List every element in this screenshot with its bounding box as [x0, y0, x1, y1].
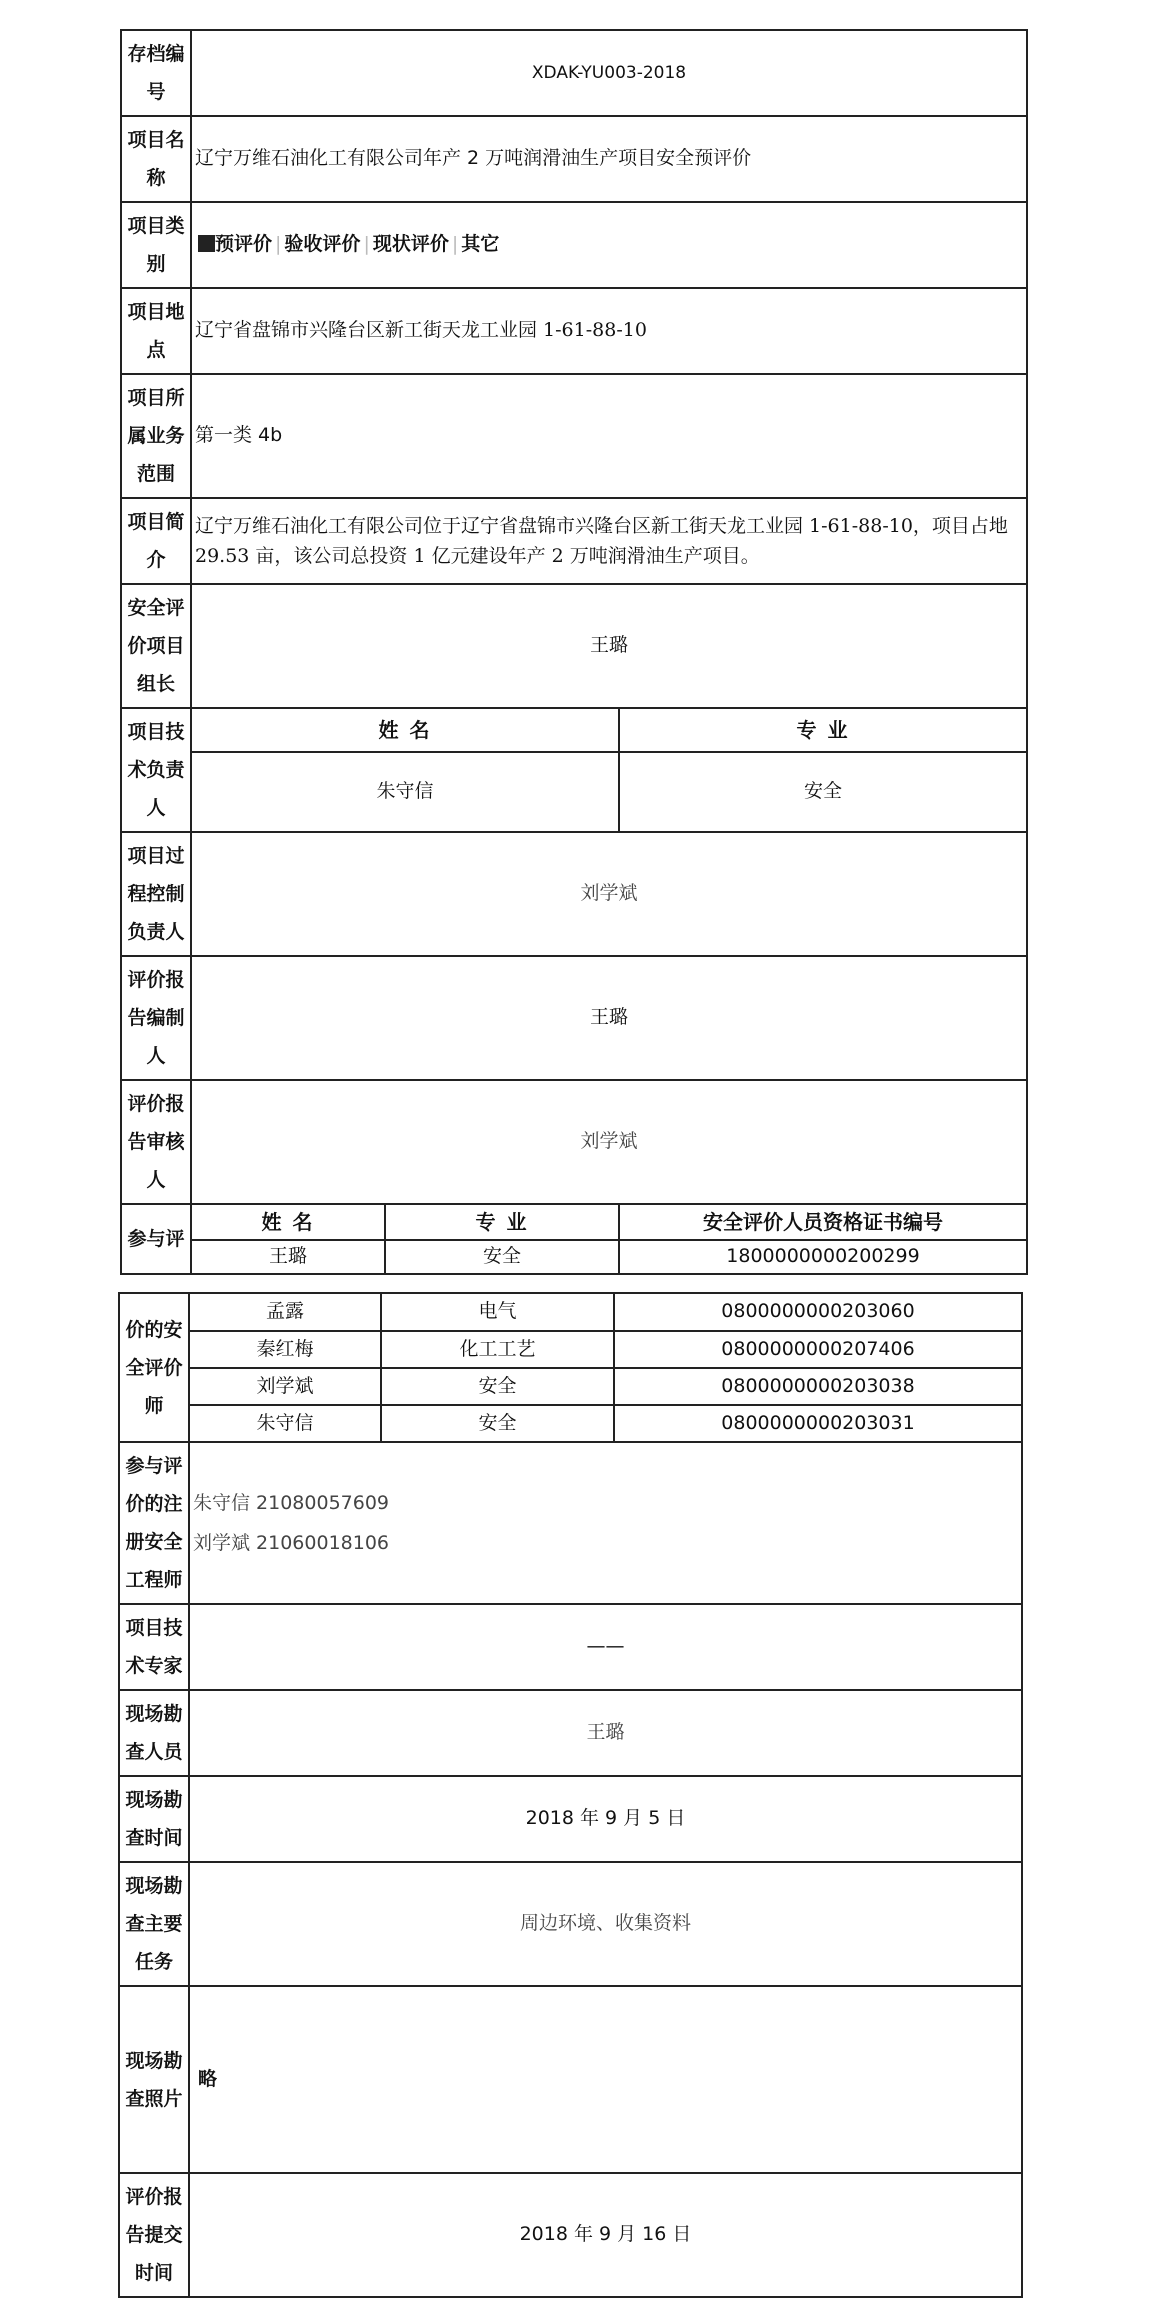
label-evaluators-top: 参与评 — [121, 1204, 191, 1274]
row-site-personnel — [119, 1690, 1022, 1776]
row-site-time — [119, 1776, 1022, 1862]
value-archive-no: XDAK-YU003-2018 — [191, 30, 1027, 116]
value-project-intro: 辽宁万维石油化工有限公司位于辽宁省盘锦市兴隆台区新工街天龙工业园 1-61-88-10，项目占地 29.53 亩，该公司总投资 1 亿元建设年产 2 万吨润滑油生产项目。 — [191, 498, 1027, 584]
evaluator-name: 刘学斌 — [189, 1368, 381, 1405]
separator: | — [451, 233, 459, 256]
evaluator-cert: 1800000000200299 — [619, 1240, 1027, 1274]
label-archive-no: 存档编号 — [121, 30, 191, 116]
label-business-scope: 项目所属业务范围 — [121, 374, 191, 498]
value-project-name: 辽宁万维石油化工有限公司年产 2 万吨润滑油生产项目安全预评价 — [191, 116, 1027, 202]
evaluator-cert: 0800000000203060 — [614, 1293, 1022, 1331]
label-site-tasks: 现场勘查主要任务 — [119, 1862, 189, 1986]
separator: | — [363, 233, 370, 256]
registered-engineer-2: 刘学斌 21060018106 — [193, 1532, 390, 1554]
row-tech-expert — [119, 1604, 1022, 1690]
value-site-personnel: 王璐 — [189, 1690, 1022, 1776]
label-project-name: 项目名称 — [121, 116, 191, 202]
row-archive-no — [121, 30, 1027, 116]
label-report-author: 评价报告编制人 — [121, 956, 191, 1080]
record-table-page-1 — [120, 29, 1028, 1275]
label-process-control: 项目过程控制负责人 — [121, 832, 191, 956]
header-evaluator-specialty: 专 业 — [385, 1204, 619, 1240]
value-project-location: 辽宁省盘锦市兴隆台区新工街天龙工业园 1-61-88-10 — [191, 288, 1027, 374]
row-process-control — [121, 832, 1027, 956]
table-row — [119, 1293, 1022, 1331]
evaluator-name: 朱守信 — [189, 1405, 381, 1442]
row-tech-lead-header — [121, 708, 1027, 752]
label-tech-expert: 项目技术专家 — [119, 1604, 189, 1690]
label-site-photos: 现场勘查照片 — [119, 1986, 189, 2173]
table-row — [121, 1240, 1027, 1274]
evaluator-specialty: 安全 — [385, 1240, 619, 1274]
header-evaluator-cert: 安全评价人员资格证书编号 — [619, 1204, 1027, 1240]
evaluator-name: 秦红梅 — [189, 1331, 381, 1368]
label-project-category: 项目类别 — [121, 202, 191, 288]
evaluator-name: 王璐 — [191, 1240, 385, 1274]
label-team-leader: 安全评价项目组长 — [121, 584, 191, 708]
value-tech-expert: —— — [189, 1604, 1022, 1690]
value-business-scope: 第一类 4b — [191, 374, 1027, 498]
row-report-reviewer — [121, 1080, 1027, 1204]
label-report-reviewer: 评价报告审核人 — [121, 1080, 191, 1204]
table-row — [119, 1331, 1022, 1368]
evaluator-name: 孟露 — [189, 1293, 381, 1331]
row-project-name — [121, 116, 1027, 202]
value-site-tasks: 周边环境、收集资料 — [189, 1862, 1022, 1986]
row-evaluators-header — [121, 1204, 1027, 1240]
row-project-location — [121, 288, 1027, 374]
header-specialty: 专 业 — [619, 708, 1027, 752]
table-row — [119, 1405, 1022, 1442]
row-business-scope — [121, 374, 1027, 498]
table-row — [119, 1368, 1022, 1405]
category-option-1: 预评价 — [215, 233, 273, 256]
evaluator-specialty: 安全 — [381, 1405, 614, 1442]
value-report-reviewer: 刘学斌 — [191, 1080, 1027, 1204]
evaluator-specialty: 化工工艺 — [381, 1331, 614, 1368]
checked-box-icon — [198, 235, 215, 252]
category-option-2: 验收评价 — [284, 233, 361, 256]
value-tech-lead-name: 朱守信 — [191, 752, 619, 832]
evaluator-specialty: 电气 — [381, 1293, 614, 1331]
row-project-category — [121, 202, 1027, 288]
row-project-intro — [121, 498, 1027, 584]
label-tech-lead: 项目技术负责人 — [121, 708, 191, 832]
label-site-personnel: 现场勘查人员 — [119, 1690, 189, 1776]
value-report-author: 王璐 — [191, 956, 1027, 1080]
label-site-time: 现场勘查时间 — [119, 1776, 189, 1862]
category-option-3: 现状评价 — [372, 233, 449, 256]
row-registered-engineers — [119, 1442, 1022, 1604]
evaluator-cert: 0800000000207406 — [614, 1331, 1022, 1368]
evaluator-cert: 0800000000203031 — [614, 1405, 1022, 1442]
header-name: 姓 名 — [191, 708, 619, 752]
header-evaluator-name: 姓 名 — [191, 1204, 385, 1240]
value-team-leader: 王璐 — [191, 584, 1027, 708]
label-project-location: 项目地点 — [121, 288, 191, 374]
value-registered-engineers — [189, 1442, 1022, 1604]
value-process-control: 刘学斌 — [191, 832, 1027, 956]
label-report-submit: 评价报告提交时间 — [119, 2173, 189, 2297]
row-site-photos — [119, 1986, 1022, 2173]
row-tech-lead-values — [121, 752, 1027, 832]
value-tech-lead-specialty: 安全 — [619, 752, 1027, 832]
label-evaluators-bottom: 价的安全评价师 — [119, 1293, 189, 1442]
evaluator-cert: 0800000000203038 — [614, 1368, 1022, 1405]
evaluator-specialty: 安全 — [381, 1368, 614, 1405]
registered-engineer-1: 朱守信 21080057609 — [193, 1492, 390, 1514]
row-report-author — [121, 956, 1027, 1080]
row-team-leader — [121, 584, 1027, 708]
label-project-intro: 项目简介 — [121, 498, 191, 584]
category-option-4: 其它 — [461, 233, 500, 256]
separator: | — [275, 233, 282, 256]
value-site-time: 2018 年 9 月 5 日 — [189, 1776, 1022, 1862]
value-report-submit: 2018 年 9 月 16 日 — [189, 2173, 1022, 2297]
row-site-tasks — [119, 1862, 1022, 1986]
value-project-category — [191, 202, 1027, 288]
value-site-photos: 略 — [189, 1986, 1022, 2173]
record-table-page-2 — [118, 1292, 1023, 2298]
row-report-submit — [119, 2173, 1022, 2297]
label-registered-engineers: 参与评价的注册安全工程师 — [119, 1442, 189, 1604]
